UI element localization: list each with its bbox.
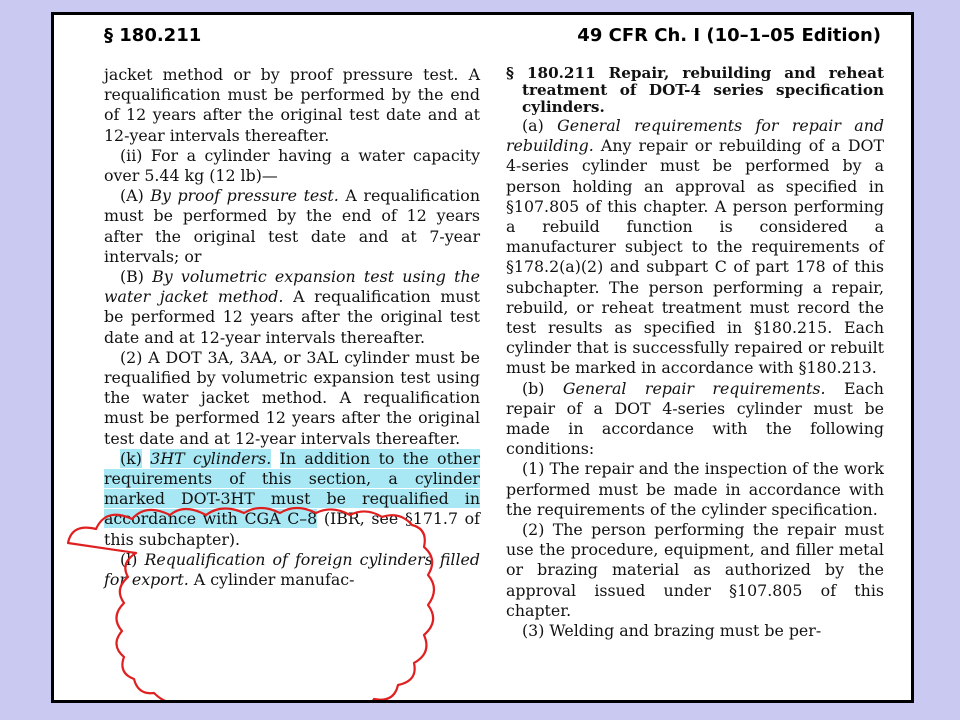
paragraph-general-repair bbox=[506, 379, 884, 460]
paragraph-heading: Requalification of foreign cylinders filled for export. bbox=[104, 549, 480, 590]
highlighted-text: In addition to the other requirements of this section, a cylinder marked DOT-3HT must be requalified in accordance with CGA C–8 bbox=[104, 448, 480, 529]
left-column bbox=[104, 65, 480, 590]
paragraph-heading: By proof pressure test. bbox=[150, 186, 339, 206]
right-column bbox=[506, 65, 884, 641]
paragraph-text: Each repair of a DOT 4-series cylinder must be made in accordance with the following conditions: bbox=[506, 378, 884, 459]
header-edition: 49 CFR Ch. I (10–1–05 Edition) bbox=[577, 25, 881, 46]
paragraph-label: (A) bbox=[120, 186, 144, 206]
paragraph-label: (a) bbox=[522, 116, 544, 135]
paragraph-welding-brazing: (3) Welding and brazing must be per- bbox=[522, 621, 822, 641]
paragraph-heading: By volumetric expansion test using the water jacket method. bbox=[104, 267, 480, 307]
paragraph-heading: General repair requirements. bbox=[562, 378, 826, 398]
section-heading bbox=[506, 65, 884, 116]
section-number: § 180.211 bbox=[506, 64, 596, 82]
paragraph-volumetric-expansion bbox=[104, 267, 480, 348]
paragraph-jacket-method: jacket method or by proof pressure test. A requalification must be performed by the end of 12 years after the original test date and at 12-year intervals thereafter. bbox=[104, 65, 480, 145]
paragraph-text: Any repair or rebuilding of a DOT 4-series cylinder must be performed by a person holding an approval as specified in §107.805 of this chapter. A person performing a rebuild function is considered a manufacturer subject to the requirements of §178.2(a)(2) and subpart C of part 178 of this subchapter. The person performing a repair, rebuild, or reheat treatment must record the test results as specified in §180.215. Each cylinder that is successfully repaired or rebuilt must be marked in accordance with §180.213. bbox=[506, 136, 884, 378]
header-section-number: § 180.211 bbox=[104, 25, 202, 46]
paragraph-label: (l) bbox=[120, 549, 138, 569]
paragraph-repair-procedure: (2) The person performing the repair must use the procedure, equipment, and filler metal or brazing material as authorized by the approval issued under §107.805 of this chapter. bbox=[506, 520, 884, 620]
paragraph-label: (b) bbox=[522, 378, 545, 398]
section-title: Repair, rebuilding and reheat treatment of DOT-4 series specification cylinders. bbox=[522, 64, 884, 116]
paragraph-proof-pressure bbox=[104, 186, 480, 267]
paragraph-text: (IBR, see §171.7 of this subchapter). bbox=[104, 509, 480, 549]
page-header bbox=[104, 25, 881, 51]
paragraph-text: A requalification must be performed by the end of 12 years after the original test date and at 7-year intervals; or bbox=[104, 186, 480, 266]
paragraph-foreign-cylinders bbox=[104, 550, 480, 590]
paragraph-heading: General requirements for repair and rebuilding. bbox=[506, 116, 884, 156]
paragraph-water-capacity: (ii) For a cylinder having a water capacity over 5.44 kg (12 lb)— bbox=[104, 145, 480, 186]
paragraph-3ht-cylinders bbox=[104, 449, 480, 550]
paragraph-dot-3a: (2) A DOT 3A, 3AA, or 3AL cylinder must be requalified by volumetric expansion test using the water jacket method. A requalification must be performed 12 years after the original test date and at 12-year intervals thereafter. bbox=[104, 347, 480, 448]
paragraph-text: A cylinder manufac- bbox=[193, 570, 355, 590]
paragraph-label: (k) bbox=[120, 448, 142, 468]
paragraph-general-requirements bbox=[506, 116, 884, 379]
paragraph-label: (B) bbox=[120, 267, 144, 287]
paragraph-repair-inspection: (1) The repair and the inspection of the work performed must be made in accordance with the requirements of the cylinder specification. bbox=[506, 459, 884, 519]
paragraph-heading: 3HT cylinders. bbox=[150, 448, 272, 468]
paragraph-text: A requalification must be performed 12 years after the original test date and at 12-year intervals thereafter. bbox=[104, 287, 480, 347]
document-page bbox=[51, 12, 914, 703]
